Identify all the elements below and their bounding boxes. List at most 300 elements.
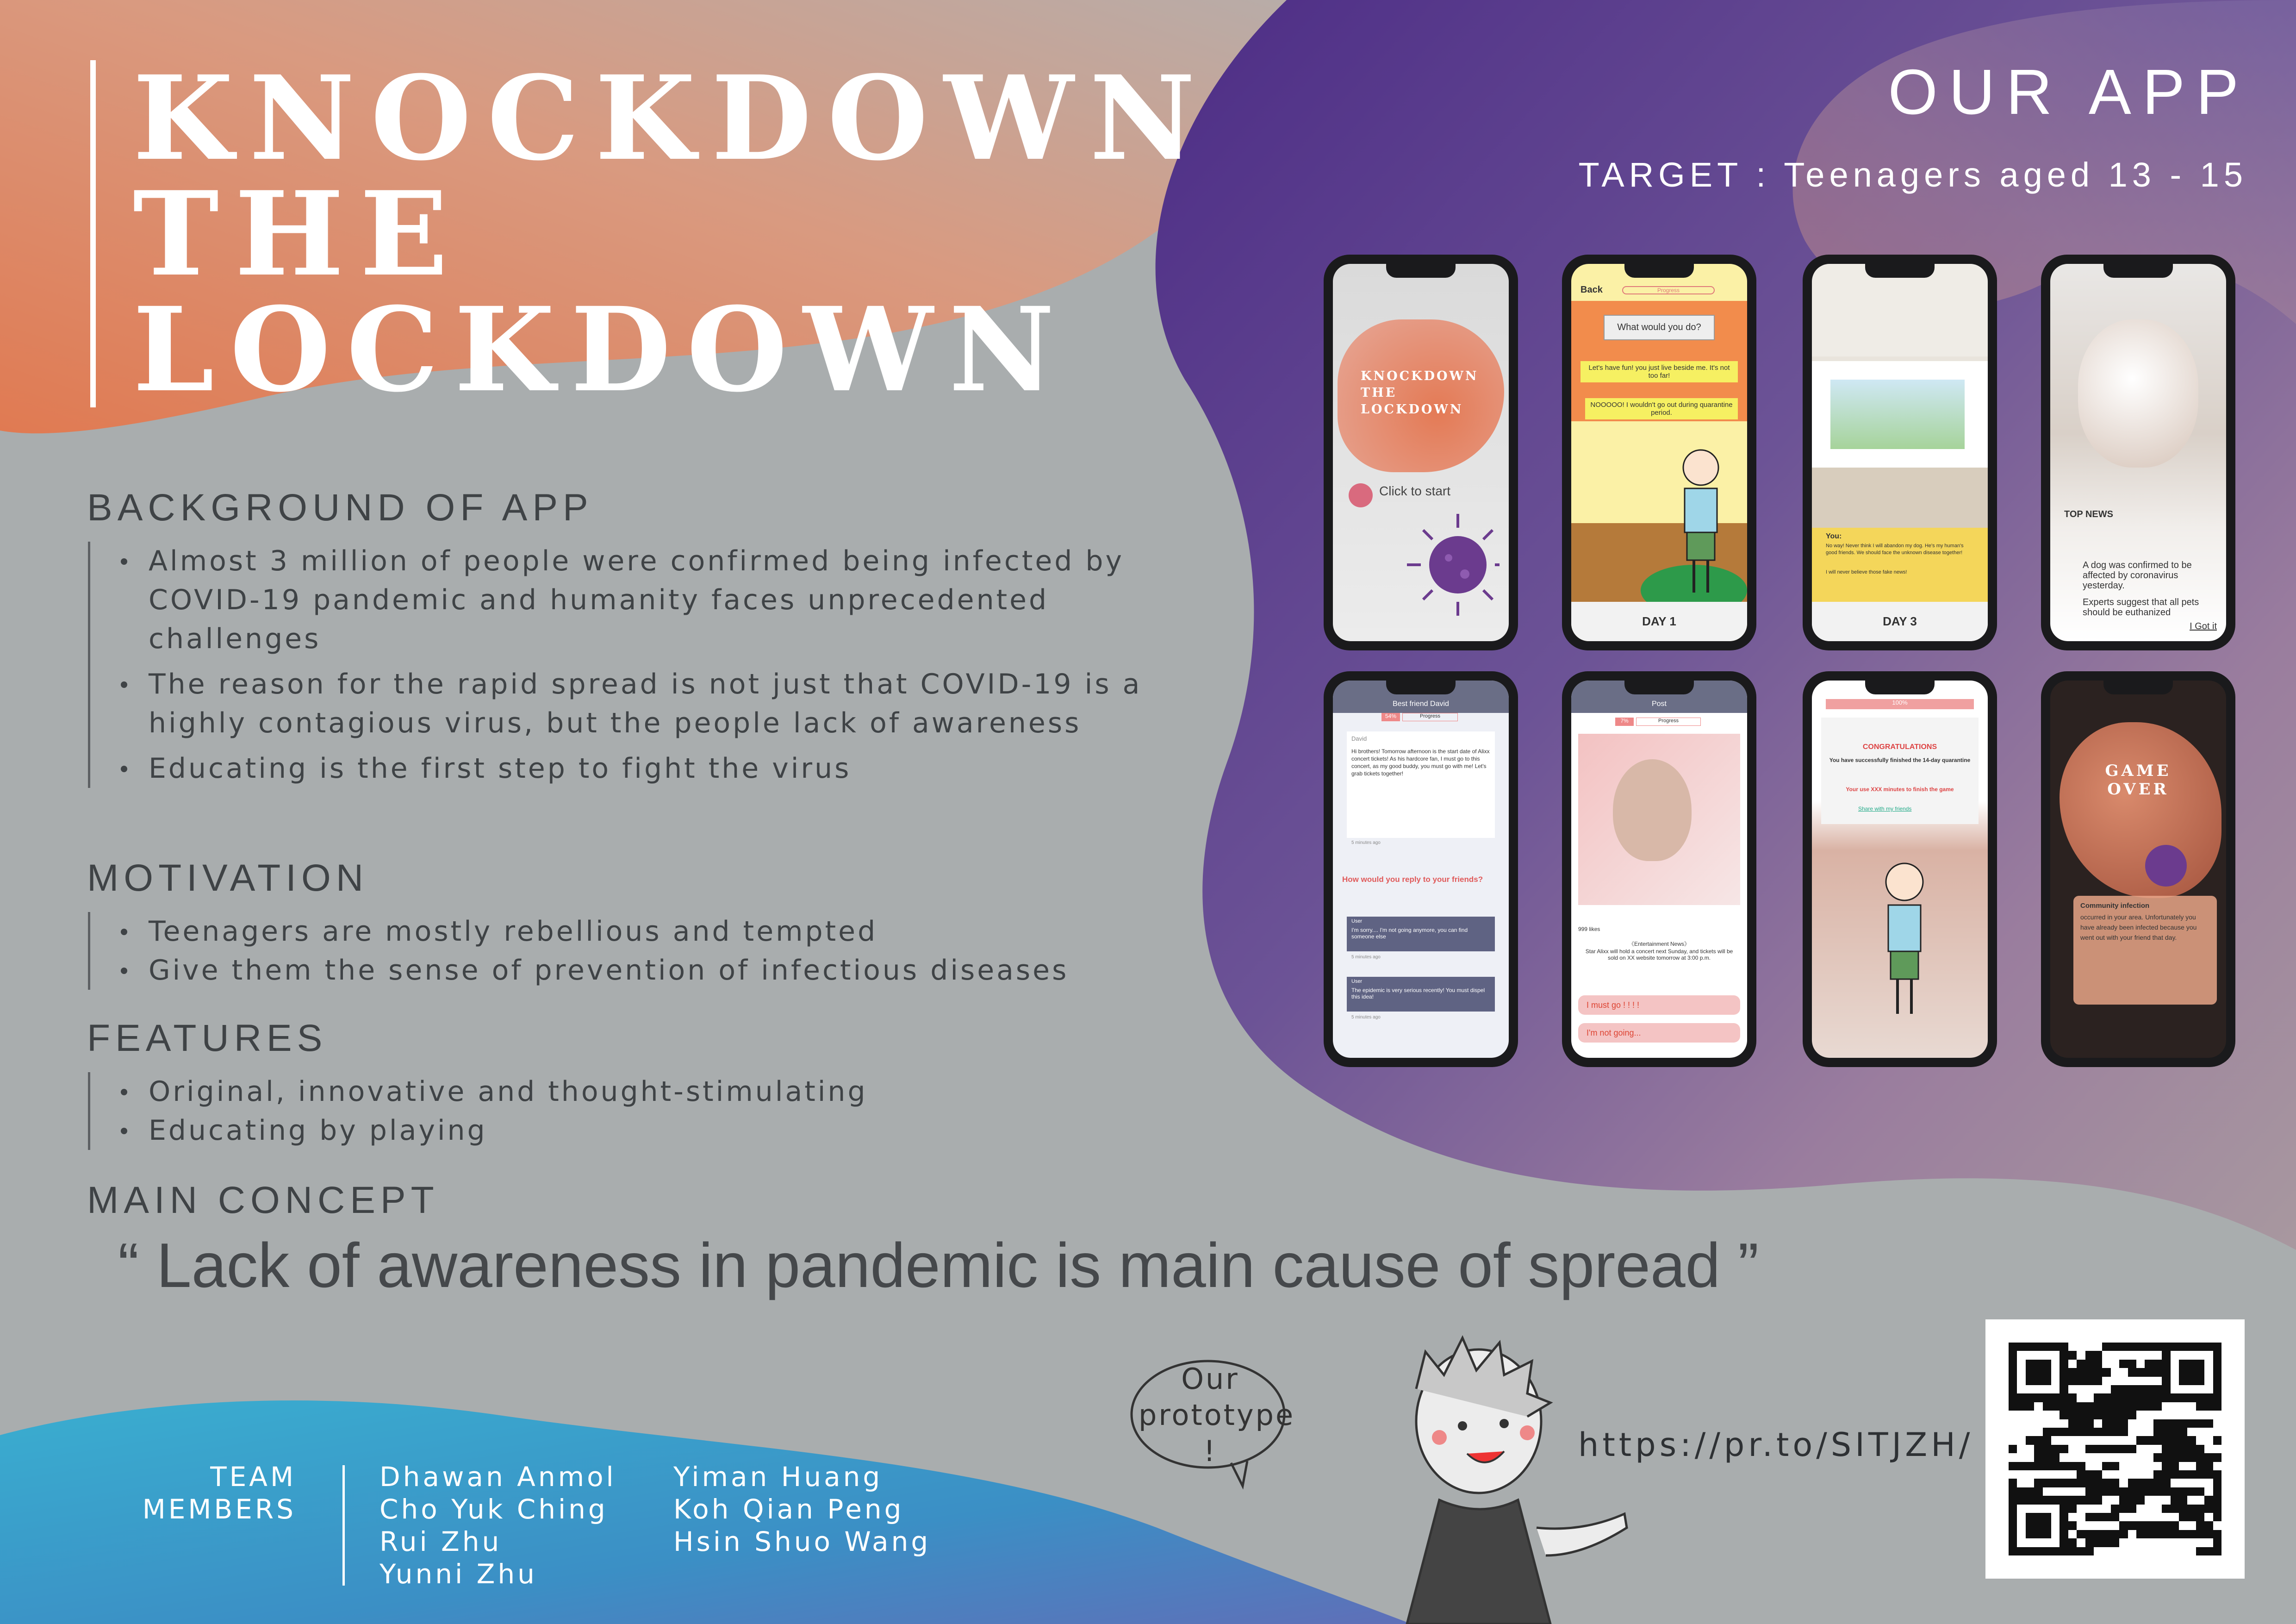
qr-module: [2204, 1505, 2213, 1513]
s1-title-2: THE: [1361, 386, 1397, 400]
qr-module: [2068, 1462, 2077, 1470]
team-column-1: [380, 1461, 616, 1590]
qr-module: [2051, 1436, 2060, 1444]
qr-module: [2043, 1479, 2051, 1487]
qr-module: [2094, 1462, 2102, 1470]
qr-module: [2034, 1479, 2042, 1487]
phone-screen-congrats[interactable]: [1803, 671, 1997, 1067]
qr-module: [2162, 1402, 2170, 1411]
qr-module: [2128, 1462, 2136, 1470]
qr-module: [2145, 1513, 2153, 1521]
qr-module: [2145, 1402, 2153, 1411]
qr-module: [2102, 1368, 2110, 1376]
qr-module: [2068, 1538, 2077, 1547]
qr-module: [2102, 1521, 2110, 1530]
qr-module: [2051, 1360, 2060, 1368]
bubble-line-2: prototype !: [1139, 1398, 1295, 1468]
phone-screen-top-news[interactable]: [2041, 255, 2235, 650]
share-button[interactable]: Share with my friends: [1858, 806, 1912, 812]
qr-module: [2145, 1393, 2153, 1402]
qr-module: [2213, 1436, 2221, 1444]
qr-module: [2009, 1530, 2017, 1538]
qr-module: [2187, 1393, 2196, 1402]
qr-module: [2179, 1479, 2187, 1487]
s6-news-title: 《Entertainment News》: [1628, 941, 1690, 947]
s2-option-2[interactable]: NOOOOO! I wouldn't go out during quarantine period.: [1585, 398, 1738, 419]
qr-module: [2119, 1445, 2128, 1453]
qr-module: [2153, 1402, 2162, 1411]
qr-module: [2043, 1343, 2051, 1351]
qr-module: [2171, 1360, 2179, 1368]
qr-module: [2136, 1513, 2145, 1521]
qr-module: [2094, 1436, 2102, 1444]
qr-module: [2026, 1402, 2034, 1411]
qr-module: [2060, 1513, 2068, 1521]
qr-module: [2077, 1343, 2085, 1351]
qr-module: [2034, 1368, 2042, 1376]
qr-module: [2213, 1487, 2221, 1496]
qr-module: [2145, 1411, 2153, 1419]
qr-module: [2102, 1419, 2110, 1428]
qr-module: [2213, 1411, 2221, 1419]
qr-module: [2204, 1411, 2213, 1419]
boy-character: [1668, 444, 1733, 602]
qr-module: [2085, 1530, 2094, 1538]
qr-module: [2060, 1402, 2068, 1411]
qr-module: [2026, 1487, 2034, 1496]
s8-card-title: Community infection: [2080, 902, 2150, 910]
qr-module: [2085, 1351, 2094, 1359]
qr-module: [2153, 1343, 2162, 1351]
qr-module: [2162, 1487, 2170, 1496]
qr-module: [2068, 1343, 2077, 1351]
s6-button-1[interactable]: I must go ! ! ! !: [1578, 995, 1740, 1015]
qr-module: [2060, 1411, 2068, 1419]
qr-module: [2187, 1368, 2196, 1376]
qr-module: [2111, 1428, 2119, 1436]
qr-module: [2196, 1411, 2204, 1419]
qr-module: [2085, 1521, 2094, 1530]
qr-module: [2017, 1402, 2025, 1411]
qr-module: [2102, 1547, 2110, 1555]
qr-module: [2043, 1538, 2051, 1547]
qr-module: [2111, 1385, 2119, 1393]
qr-module: [2009, 1402, 2017, 1411]
qr-module: [2136, 1445, 2145, 1453]
qr-module: [2171, 1411, 2179, 1419]
qr-module: [2171, 1538, 2179, 1547]
qr-module: [2077, 1436, 2085, 1444]
s7-heading: CONGRATULATIONS: [1862, 743, 1937, 751]
qr-module: [2017, 1377, 2025, 1385]
qr-module: [2153, 1419, 2162, 1428]
s5-reply-1[interactable]: I'm sorry.... I'm not going anymore, you can find someone else: [1351, 927, 1468, 940]
qr-module: [2034, 1360, 2042, 1368]
qr-module: [2128, 1547, 2136, 1555]
qr-module: [2145, 1470, 2153, 1479]
qr-module: [2196, 1393, 2204, 1402]
qr-module: [2162, 1505, 2170, 1513]
qr-module: [2204, 1547, 2213, 1555]
qr-module: [2179, 1538, 2187, 1547]
qr-module: [2111, 1470, 2119, 1479]
qr-module: [2009, 1496, 2017, 1504]
qr-code[interactable]: [1985, 1319, 2245, 1579]
qr-module: [2171, 1377, 2179, 1385]
qr-module: [2153, 1411, 2162, 1419]
qr-module: [2009, 1513, 2017, 1521]
phone-screen-chat[interactable]: [1324, 671, 1518, 1067]
qr-module: [2136, 1377, 2145, 1385]
qr-module: [2204, 1513, 2213, 1521]
phone-screen-day1[interactable]: [1562, 255, 1756, 650]
qr-module: [2077, 1453, 2085, 1462]
qr-module: [2179, 1377, 2187, 1385]
qr-module: [2119, 1360, 2128, 1368]
qr-module: [2077, 1368, 2085, 1376]
qr-module: [2085, 1402, 2094, 1411]
qr-module: [2043, 1530, 2051, 1538]
qr-module: [2196, 1419, 2204, 1428]
qr-module: [2060, 1538, 2068, 1547]
qr-module: [2196, 1487, 2204, 1496]
prototype-link[interactable]: https://pr.to/SITJZH/: [1578, 1426, 1974, 1464]
phone-screen-post[interactable]: [1562, 671, 1756, 1067]
team-member: Dhawan Anmol: [380, 1461, 616, 1493]
qr-module: [2179, 1419, 2187, 1428]
qr-module: [2111, 1445, 2119, 1453]
qr-module: [2034, 1377, 2042, 1385]
qr-module: [2094, 1547, 2102, 1555]
qr-module: [2060, 1377, 2068, 1385]
qr-module: [2179, 1453, 2187, 1462]
qr-module: [2102, 1360, 2110, 1368]
qr-module: [2136, 1530, 2145, 1538]
qr-module: [2196, 1436, 2204, 1444]
qr-module: [2171, 1513, 2179, 1521]
phone-screen-game-over[interactable]: [2041, 671, 2235, 1067]
qr-module: [2136, 1505, 2145, 1513]
background-heading: BACKGROUND OF APP: [87, 487, 593, 529]
qr-module: [2034, 1513, 2042, 1521]
qr-module: [2204, 1538, 2213, 1547]
motivation-heading: MOTIVATION: [87, 857, 369, 899]
qr-module: [2034, 1538, 2042, 1547]
qr-module: [2204, 1343, 2213, 1351]
s6-button-2[interactable]: I'm not going...: [1578, 1023, 1740, 1043]
qr-module: [2026, 1393, 2034, 1402]
qr-module: [2017, 1521, 2025, 1530]
qr-module: [2119, 1530, 2128, 1538]
qr-module: [2009, 1505, 2017, 1513]
qr-module: [2119, 1428, 2128, 1436]
qr-module: [2085, 1513, 2094, 1521]
s3-fake-news: I will never believe those fake news!: [1826, 569, 1907, 575]
qr-module: [2102, 1453, 2110, 1462]
qr-module: [2060, 1496, 2068, 1504]
qr-module: [2136, 1538, 2145, 1547]
s5-reply-2[interactable]: The epidemic is very serious recently! You must dispel this idea!: [1351, 987, 1485, 1000]
qr-module: [2102, 1496, 2110, 1504]
qr-module: [2153, 1521, 2162, 1530]
qr-module: [2145, 1436, 2153, 1444]
qr-module: [2162, 1513, 2170, 1521]
s1-title-1: KNOCKDOWN: [1361, 369, 1479, 383]
qr-module: [2204, 1436, 2213, 1444]
qr-module: [2153, 1428, 2162, 1436]
qr-module: [2034, 1402, 2042, 1411]
qr-module: [2051, 1351, 2060, 1359]
qr-module: [2196, 1530, 2204, 1538]
qr-module: [2094, 1377, 2102, 1385]
qr-module: [2026, 1419, 2034, 1428]
qr-module: [2196, 1402, 2204, 1411]
back-button[interactable]: Back: [1580, 285, 1603, 295]
qr-module: [2204, 1402, 2213, 1411]
qr-module: [2179, 1360, 2187, 1368]
qr-module: [2026, 1530, 2034, 1538]
qr-module: [2068, 1411, 2077, 1419]
qr-module: [2171, 1521, 2179, 1530]
qr-module: [2043, 1521, 2051, 1530]
qr-module: [2017, 1462, 2025, 1470]
qr-module: [2187, 1419, 2196, 1428]
qr-module: [2204, 1385, 2213, 1393]
list-item: Give them the sense of prevention of infectious diseases: [118, 951, 1152, 990]
qr-module: [2171, 1487, 2179, 1496]
qr-module: [2077, 1419, 2085, 1428]
qr-module: [2119, 1368, 2128, 1376]
qr-module: [2187, 1453, 2196, 1462]
qr-module: [2171, 1419, 2179, 1428]
phone-screen-start[interactable]: [1324, 255, 1518, 650]
qr-module: [2043, 1402, 2051, 1411]
qr-module: [2179, 1470, 2187, 1479]
qr-module: [2153, 1351, 2162, 1359]
qr-module: [2162, 1377, 2170, 1385]
qr-module: [2034, 1436, 2042, 1444]
qr-module: [2026, 1377, 2034, 1385]
qr-module: [2009, 1411, 2017, 1419]
qr-module: [2060, 1343, 2068, 1351]
qr-module: [2077, 1402, 2085, 1411]
qr-module: [2213, 1428, 2221, 1436]
qr-module: [2171, 1462, 2179, 1470]
qr-module: [2051, 1538, 2060, 1547]
qr-module: [2051, 1470, 2060, 1479]
qr-module: [2085, 1360, 2094, 1368]
qr-module: [2102, 1530, 2110, 1538]
qr-module: [2111, 1462, 2119, 1470]
qr-module: [2153, 1436, 2162, 1444]
qr-module: [2119, 1436, 2128, 1444]
qr-module: [2119, 1393, 2128, 1402]
qr-module: [2171, 1505, 2179, 1513]
qr-module: [2128, 1428, 2136, 1436]
qr-module: [2034, 1547, 2042, 1555]
qr-module: [2068, 1530, 2077, 1538]
qr-module: [2043, 1513, 2051, 1521]
qr-module: [2145, 1521, 2153, 1530]
qr-module: [2128, 1436, 2136, 1444]
qr-module: [2213, 1538, 2221, 1547]
qr-module: [2136, 1436, 2145, 1444]
qr-module: [2102, 1470, 2110, 1479]
qr-module: [2179, 1487, 2187, 1496]
qr-module: [2085, 1470, 2094, 1479]
qr-module: [2187, 1487, 2196, 1496]
qr-module: [2119, 1487, 2128, 1496]
s8-title-2: OVER: [2107, 780, 2169, 799]
qr-module: [2094, 1393, 2102, 1402]
qr-module: [2034, 1445, 2042, 1453]
qr-module: [2051, 1402, 2060, 1411]
qr-module: [2162, 1538, 2170, 1547]
qr-module: [2051, 1343, 2060, 1351]
qr-module: [2128, 1419, 2136, 1428]
qr-module: [2094, 1428, 2102, 1436]
qr-module: [2043, 1393, 2051, 1402]
qr-module: [2017, 1385, 2025, 1393]
qr-module: [2094, 1419, 2102, 1428]
qr-module: [2111, 1402, 2119, 1411]
qr-module: [2034, 1453, 2042, 1462]
qr-module: [2017, 1496, 2025, 1504]
qr-module: [2111, 1521, 2119, 1530]
qr-module: [2171, 1385, 2179, 1393]
team-member: Yunni Zhu: [380, 1558, 537, 1590]
s5-prompt: How would you reply to your friends?: [1342, 875, 1483, 884]
qr-module: [2196, 1445, 2204, 1453]
qr-module: [2102, 1428, 2110, 1436]
qr-module: [2171, 1530, 2179, 1538]
qr-module: [2179, 1513, 2187, 1521]
target-line: [1579, 155, 2247, 194]
qr-module: [2162, 1445, 2170, 1453]
qr-module: [2077, 1513, 2085, 1521]
qr-module: [2034, 1470, 2042, 1479]
qr-module: [2162, 1428, 2170, 1436]
qr-module: [2153, 1505, 2162, 1513]
qr-module: [2213, 1505, 2221, 1513]
qr-module: [2043, 1462, 2051, 1470]
qr-module: [2196, 1470, 2204, 1479]
qr-module: [2094, 1538, 2102, 1547]
qr-module: [2153, 1538, 2162, 1547]
qr-module: [2128, 1368, 2136, 1376]
qr-module: [2111, 1505, 2119, 1513]
s6-likes: 999 likes: [1578, 926, 1600, 932]
qr-module: [2162, 1470, 2170, 1479]
qr-module: [2153, 1479, 2162, 1487]
qr-module: [2043, 1411, 2051, 1419]
team-member: Yiman Huang: [673, 1461, 883, 1493]
qr-module: [2153, 1393, 2162, 1402]
qr-module: [2179, 1411, 2187, 1419]
qr-module: [2017, 1470, 2025, 1479]
qr-module: [2009, 1453, 2017, 1462]
target-label: TARGET: [1578, 156, 1742, 194]
got-it-button[interactable]: I Got it: [2190, 621, 2217, 631]
list-item: Original, innovative and thought-stimulating: [118, 1072, 1152, 1111]
qr-module: [2102, 1411, 2110, 1419]
click-to-start[interactable]: Click to start: [1379, 484, 1451, 498]
qr-module: [2128, 1505, 2136, 1513]
qr-module: [2204, 1360, 2213, 1368]
qr-module: [2204, 1496, 2213, 1504]
qr-module: [2111, 1513, 2119, 1521]
team-member: Cho Yuk Ching: [380, 1493, 608, 1525]
qr-module: [2196, 1538, 2204, 1547]
qr-module: [2017, 1360, 2025, 1368]
qr-module: [2119, 1453, 2128, 1462]
qr-module: [2179, 1445, 2187, 1453]
qr-module: [2077, 1462, 2085, 1470]
qr-module: [2102, 1505, 2110, 1513]
list-item: Educating by playing: [118, 1111, 1152, 1150]
qr-module: [2085, 1445, 2094, 1453]
qr-module: [2026, 1360, 2034, 1368]
qr-module: [2145, 1487, 2153, 1496]
qr-module: [2153, 1513, 2162, 1521]
qr-module: [2179, 1496, 2187, 1504]
qr-module: [2009, 1343, 2017, 1351]
qr-module: [2009, 1428, 2017, 1436]
qr-module: [2085, 1479, 2094, 1487]
qr-module: [2102, 1351, 2110, 1359]
qr-module: [2111, 1487, 2119, 1496]
qr-module: [2094, 1368, 2102, 1376]
qr-module: [2111, 1411, 2119, 1419]
qr-module: [2060, 1453, 2068, 1462]
qr-module: [2187, 1470, 2196, 1479]
qr-module: [2068, 1428, 2077, 1436]
s3-message: No way! Never think I will abandon my dog. He's my human's good friends. We should face the unknown disease together!: [1826, 543, 1964, 556]
qr-module: [2145, 1547, 2153, 1555]
s7-line-2: Your use XXX minutes to finish the game: [1846, 786, 1954, 793]
qr-module: [2162, 1393, 2170, 1402]
qr-module: [2051, 1411, 2060, 1419]
qr-module: [2179, 1530, 2187, 1538]
qr-module: [2153, 1496, 2162, 1504]
qr-module: [2009, 1436, 2017, 1444]
qr-module: [2017, 1419, 2025, 1428]
qr-module: [2153, 1453, 2162, 1462]
qr-module: [2085, 1368, 2094, 1376]
qr-module: [2119, 1411, 2128, 1419]
qr-module: [2068, 1436, 2077, 1444]
qr-module: [2187, 1445, 2196, 1453]
qr-module: [2060, 1428, 2068, 1436]
phone-screen-day3[interactable]: [1803, 255, 1997, 650]
s8-card-body: occurred in your area. Unfortunately you have already been infected because you went out with your friend that day.: [2080, 913, 2197, 941]
qr-module: [2213, 1479, 2221, 1487]
qr-module: [2026, 1547, 2034, 1555]
progress-bar: Progress: [1622, 286, 1715, 294]
s2-option-1[interactable]: Let's have fun! you just live beside me. It's not too far!: [1580, 361, 1738, 382]
team-member: Rui Zhu: [380, 1526, 502, 1557]
qr-module: [2102, 1462, 2110, 1470]
qr-module: [2204, 1453, 2213, 1462]
qr-module: [2119, 1470, 2128, 1479]
qr-module: [2119, 1402, 2128, 1411]
qr-module: [2077, 1428, 2085, 1436]
qr-module: [2196, 1496, 2204, 1504]
qr-module: [2085, 1462, 2094, 1470]
qr-module: [2085, 1436, 2094, 1444]
qr-module: [2179, 1428, 2187, 1436]
qr-module: [2068, 1377, 2077, 1385]
